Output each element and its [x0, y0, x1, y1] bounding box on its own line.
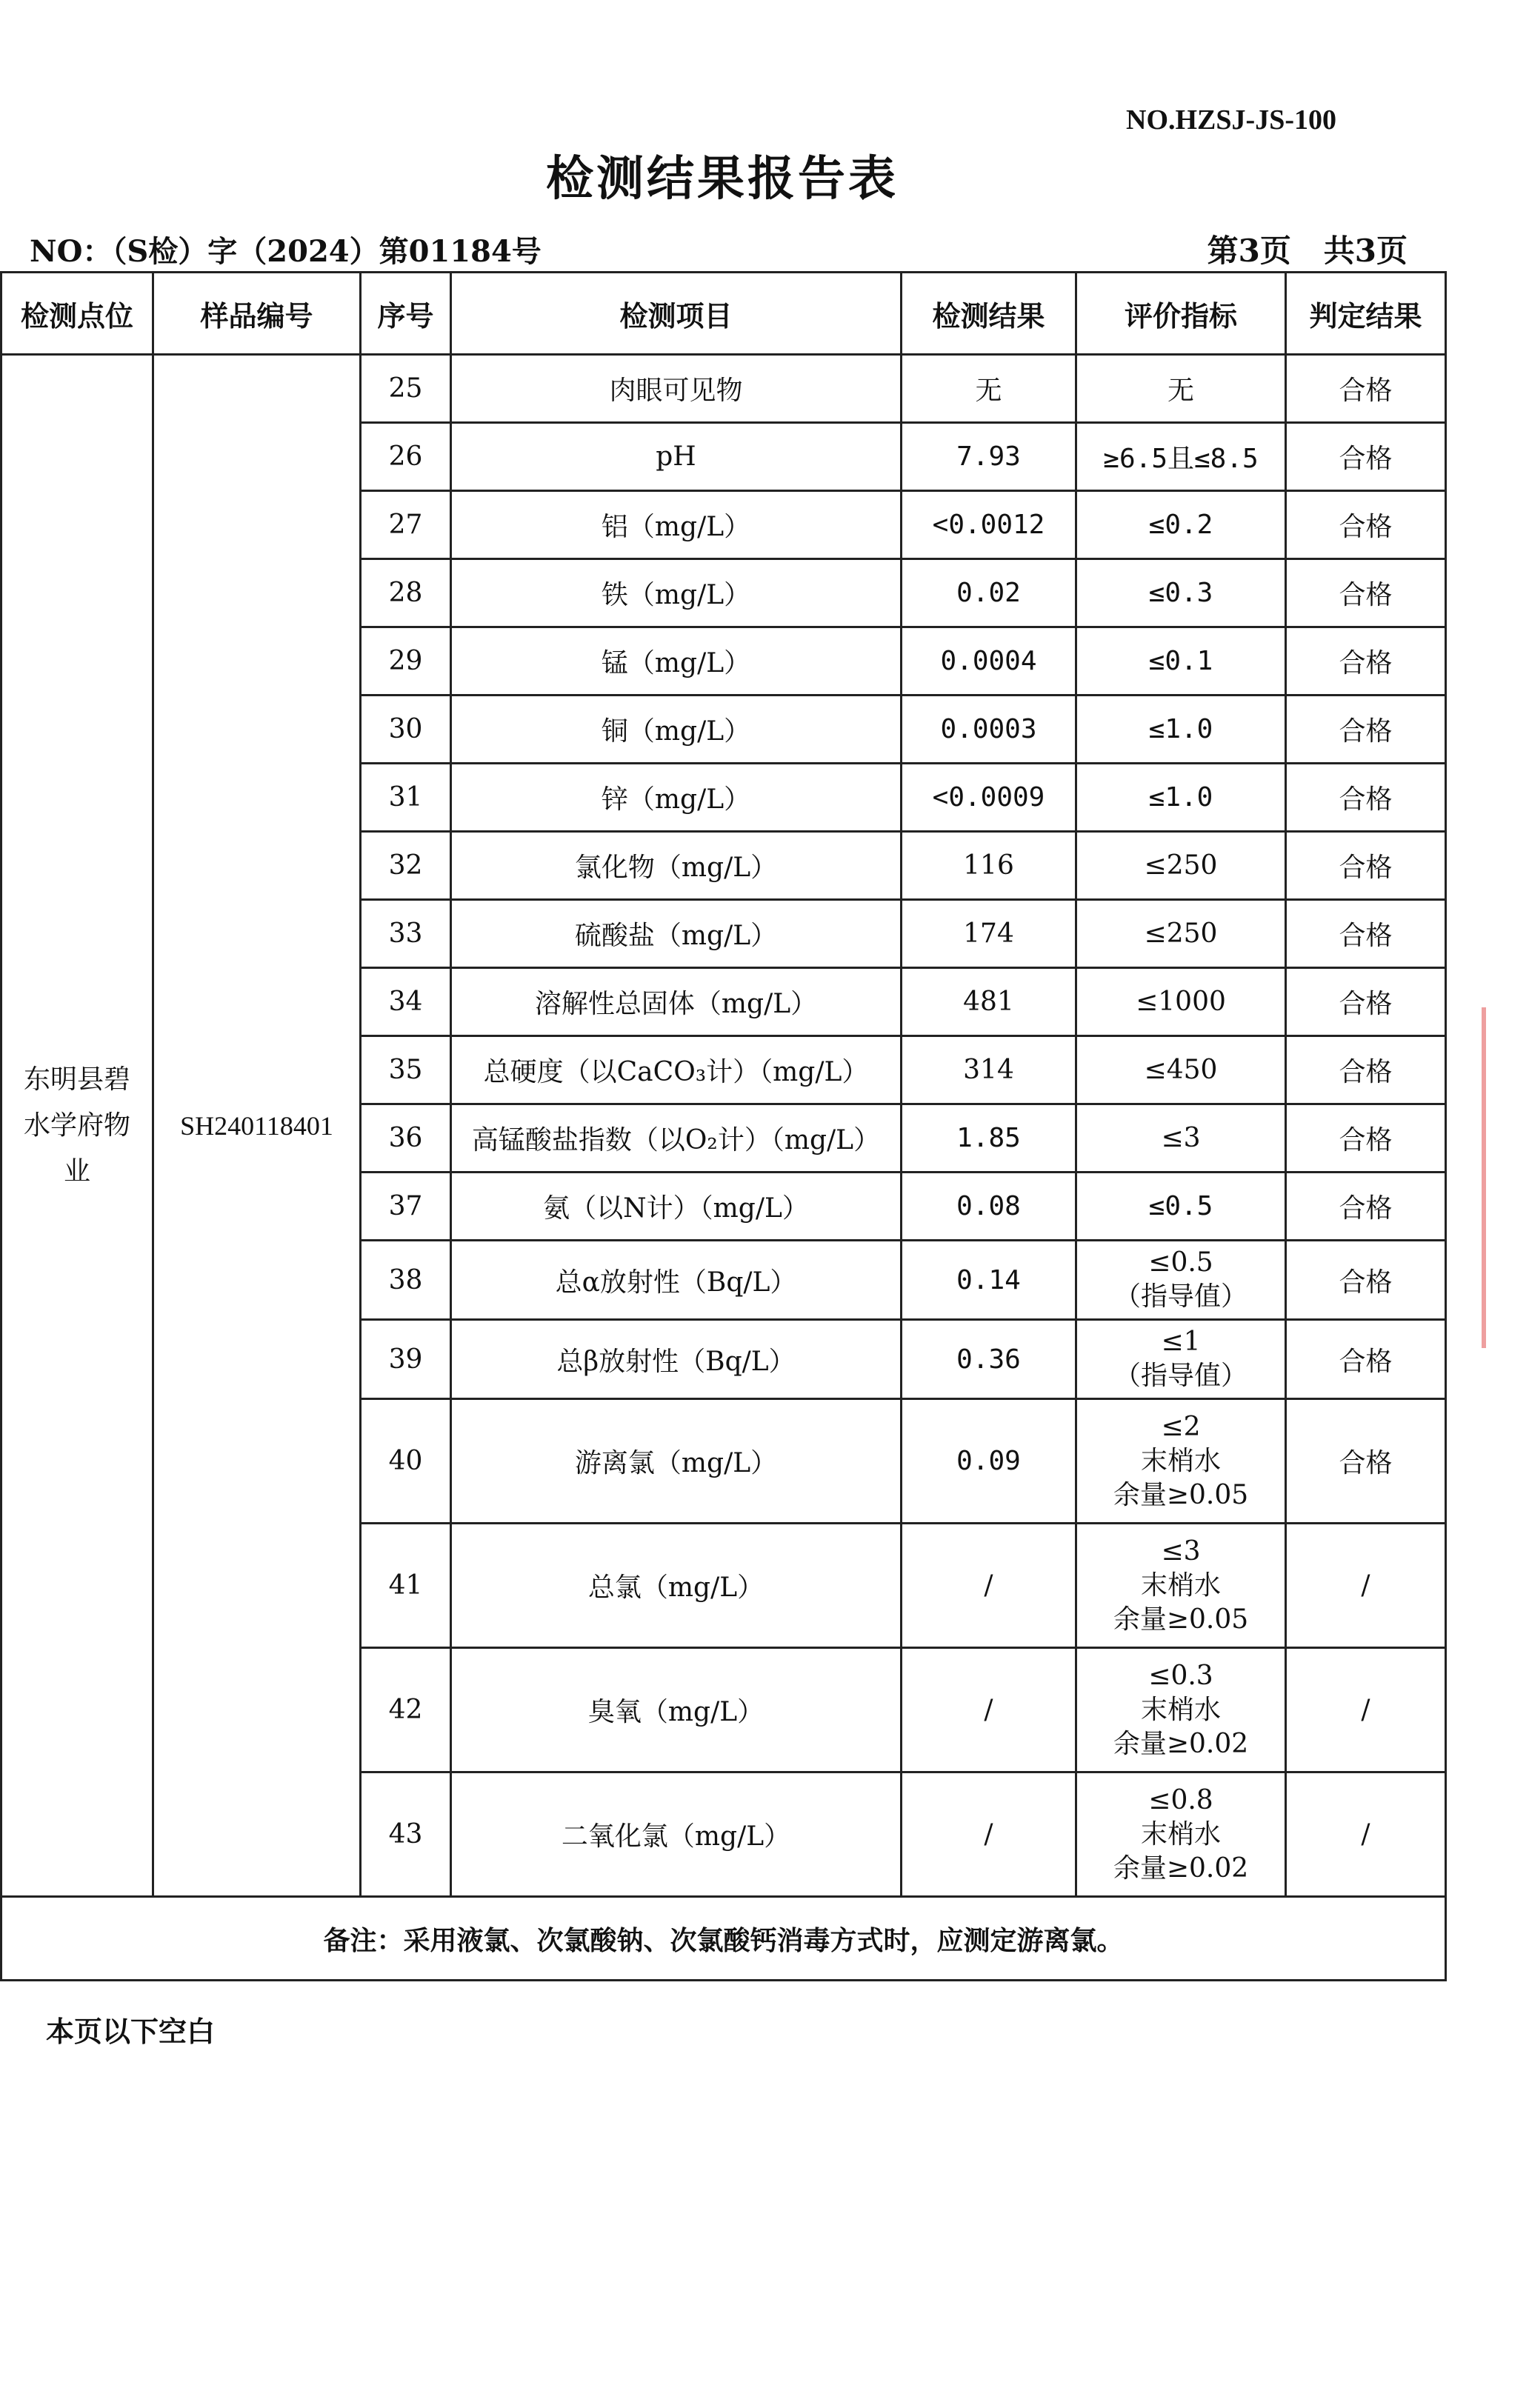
row-result: <0.0012	[902, 491, 1076, 559]
standard-note: 末梢水	[1140, 1694, 1221, 1725]
standard-limit: ≤2	[1161, 1411, 1201, 1442]
note-row	[1, 1897, 1446, 1981]
header-sample-id: 样品编号	[153, 273, 361, 355]
row-standard: ≤1.0	[1076, 764, 1286, 832]
row-item: 铁（mg/L）	[451, 559, 902, 627]
row-item: 硫酸盐（mg/L）	[451, 900, 902, 968]
row-item: 游离氯（mg/L）	[451, 1399, 902, 1524]
row-judgment: 合格	[1286, 627, 1446, 696]
standard-limit: ≤1	[1161, 1327, 1201, 1357]
row-standard: ≤1000	[1076, 968, 1286, 1036]
row-judgment: 合格	[1286, 355, 1446, 423]
row-standard	[1076, 1241, 1286, 1320]
row-result: 无	[902, 355, 1076, 423]
row-item: 高锰酸盐指数（以O₂计）（mg/L）	[451, 1104, 902, 1173]
row-item: 二氧化氯（mg/L）	[451, 1772, 902, 1897]
page-title: 检测结果报告表	[546, 151, 899, 207]
row-number: 32	[361, 832, 451, 900]
header-result: 检测结果	[902, 273, 1076, 355]
site-name: 东明县碧水学府物业	[23, 1064, 130, 1187]
row-judgment: 合格	[1286, 900, 1446, 968]
header-standard: 评价指标	[1076, 273, 1286, 355]
row-result: 7.93	[902, 423, 1076, 491]
row-judgment: 合格	[1286, 696, 1446, 764]
row-item: 氯化物（mg/L）	[451, 832, 902, 900]
row-number: 43	[361, 1772, 451, 1897]
table-row	[1, 355, 1446, 423]
row-item: 氨（以N计）（mg/L）	[451, 1173, 902, 1241]
row-result: /	[902, 1648, 1076, 1772]
row-judgment: 合格	[1286, 1399, 1446, 1524]
standard-note: 末梢水	[1140, 1570, 1221, 1601]
row-result: 481	[902, 968, 1076, 1036]
row-item: 总β放射性（Bq/L）	[451, 1320, 902, 1399]
standard-residual: 余量≥0.05	[1113, 1604, 1249, 1635]
row-number: 34	[361, 968, 451, 1036]
row-number: 25	[361, 355, 451, 423]
row-judgment: 合格	[1286, 1241, 1446, 1320]
row-standard	[1076, 1772, 1286, 1897]
row-standard: ≥6.5且≤8.5	[1076, 423, 1286, 491]
row-standard: ≤3	[1076, 1104, 1286, 1173]
row-result: 0.36	[902, 1320, 1076, 1399]
row-item: 铜（mg/L）	[451, 696, 902, 764]
standard-limit: ≤3	[1161, 1535, 1201, 1567]
row-result: 0.08	[902, 1173, 1076, 1241]
header-judgment: 判定结果	[1286, 273, 1446, 355]
sample-id-cell: SH240118401	[153, 355, 361, 1897]
row-judgment: /	[1286, 1772, 1446, 1897]
seal-stamp-edge	[1482, 1007, 1529, 1348]
standard-limit: ≤0.8	[1148, 1784, 1213, 1815]
row-standard: ≤250	[1076, 832, 1286, 900]
standard-note: 末梢水	[1140, 1818, 1221, 1850]
row-item: 溶解性总固体（mg/L）	[451, 968, 902, 1036]
standard-residual: 余量≥0.02	[1113, 1728, 1249, 1759]
row-result: 1.85	[902, 1104, 1076, 1173]
row-standard	[1076, 1320, 1286, 1399]
row-result: 0.0004	[902, 627, 1076, 696]
row-number: 42	[361, 1648, 451, 1772]
table-header-row	[1, 273, 1446, 355]
row-judgment: 合格	[1286, 968, 1446, 1036]
row-standard: 无	[1076, 355, 1286, 423]
row-result: 0.14	[902, 1241, 1076, 1320]
row-standard: ≤0.3	[1076, 559, 1286, 627]
row-number: 35	[361, 1036, 451, 1104]
page-number: 第3页	[1207, 233, 1291, 269]
standard-residual: 余量≥0.02	[1113, 1852, 1249, 1884]
row-number: 38	[361, 1241, 451, 1320]
row-result: 0.0003	[902, 696, 1076, 764]
standard-residual: 余量≥0.05	[1113, 1479, 1249, 1510]
row-result: /	[902, 1524, 1076, 1648]
row-result: 0.09	[902, 1399, 1076, 1524]
remarks: 备注：采用液氯、次氯酸钠、次氯酸钙消毒方式时，应测定游离氯。	[1, 1897, 1446, 1981]
row-item: 总α放射性（Bq/L）	[451, 1241, 902, 1320]
document-code: NO.HZSJ-JS-100	[1126, 104, 1336, 136]
row-judgment: 合格	[1286, 1036, 1446, 1104]
total-pages: 共3页	[1323, 233, 1408, 269]
row-number: 37	[361, 1173, 451, 1241]
row-judgment: 合格	[1286, 832, 1446, 900]
header-serial: 序号	[361, 273, 451, 355]
row-judgment: /	[1286, 1524, 1446, 1648]
standard-note: （指导值）	[1113, 1361, 1247, 1391]
row-result: 116	[902, 832, 1076, 900]
row-number: 29	[361, 627, 451, 696]
site-cell	[1, 355, 153, 1897]
row-item: pH	[451, 423, 902, 491]
row-number: 36	[361, 1104, 451, 1173]
row-judgment: 合格	[1286, 764, 1446, 832]
row-number: 31	[361, 764, 451, 832]
standard-limit: ≤0.5	[1148, 1247, 1213, 1278]
row-number: 40	[361, 1399, 451, 1524]
row-result: 0.02	[902, 559, 1076, 627]
row-number: 28	[361, 559, 451, 627]
row-number: 33	[361, 900, 451, 968]
header-item: 检测项目	[451, 273, 902, 355]
row-item: 总氯（mg/L）	[451, 1524, 902, 1648]
row-standard: ≤1.0	[1076, 696, 1286, 764]
row-judgment: 合格	[1286, 491, 1446, 559]
row-result: <0.0009	[902, 764, 1076, 832]
row-result: /	[902, 1772, 1076, 1897]
header-site: 检测点位	[1, 273, 153, 355]
results-table	[0, 271, 1447, 1981]
row-standard: ≤0.2	[1076, 491, 1286, 559]
row-number: 27	[361, 491, 451, 559]
row-number: 41	[361, 1524, 451, 1648]
row-standard	[1076, 1524, 1286, 1648]
row-judgment: 合格	[1286, 1104, 1446, 1173]
report-number: NO：（S检）字（2024）第01184号	[30, 234, 542, 269]
row-standard: ≤0.1	[1076, 627, 1286, 696]
row-standard	[1076, 1399, 1286, 1524]
row-number: 30	[361, 696, 451, 764]
standard-limit: ≤0.3	[1148, 1660, 1213, 1691]
row-judgment: 合格	[1286, 1173, 1446, 1241]
row-item: 铝（mg/L）	[451, 491, 902, 559]
row-item: 锌（mg/L）	[451, 764, 902, 832]
row-result: 174	[902, 900, 1076, 968]
row-judgment: /	[1286, 1648, 1446, 1772]
standard-note: （指导值）	[1113, 1281, 1247, 1312]
blank-below-note: 本页以下空白	[46, 2015, 216, 2048]
row-standard: ≤0.5	[1076, 1173, 1286, 1241]
row-item: 肉眼可见物	[451, 355, 902, 423]
row-judgment: 合格	[1286, 1320, 1446, 1399]
standard-note: 末梢水	[1140, 1445, 1221, 1476]
row-judgment: 合格	[1286, 423, 1446, 491]
row-item: 臭氧（mg/L）	[451, 1648, 902, 1772]
row-item: 总硬度（以CaCO₃计）（mg/L）	[451, 1036, 902, 1104]
row-number: 39	[361, 1320, 451, 1399]
row-item: 锰（mg/L）	[451, 627, 902, 696]
row-standard: ≤250	[1076, 900, 1286, 968]
row-standard	[1076, 1648, 1286, 1772]
row-result: 314	[902, 1036, 1076, 1104]
row-standard: ≤450	[1076, 1036, 1286, 1104]
row-judgment: 合格	[1286, 559, 1446, 627]
row-number: 26	[361, 423, 451, 491]
page-indicator	[1170, 227, 1408, 271]
